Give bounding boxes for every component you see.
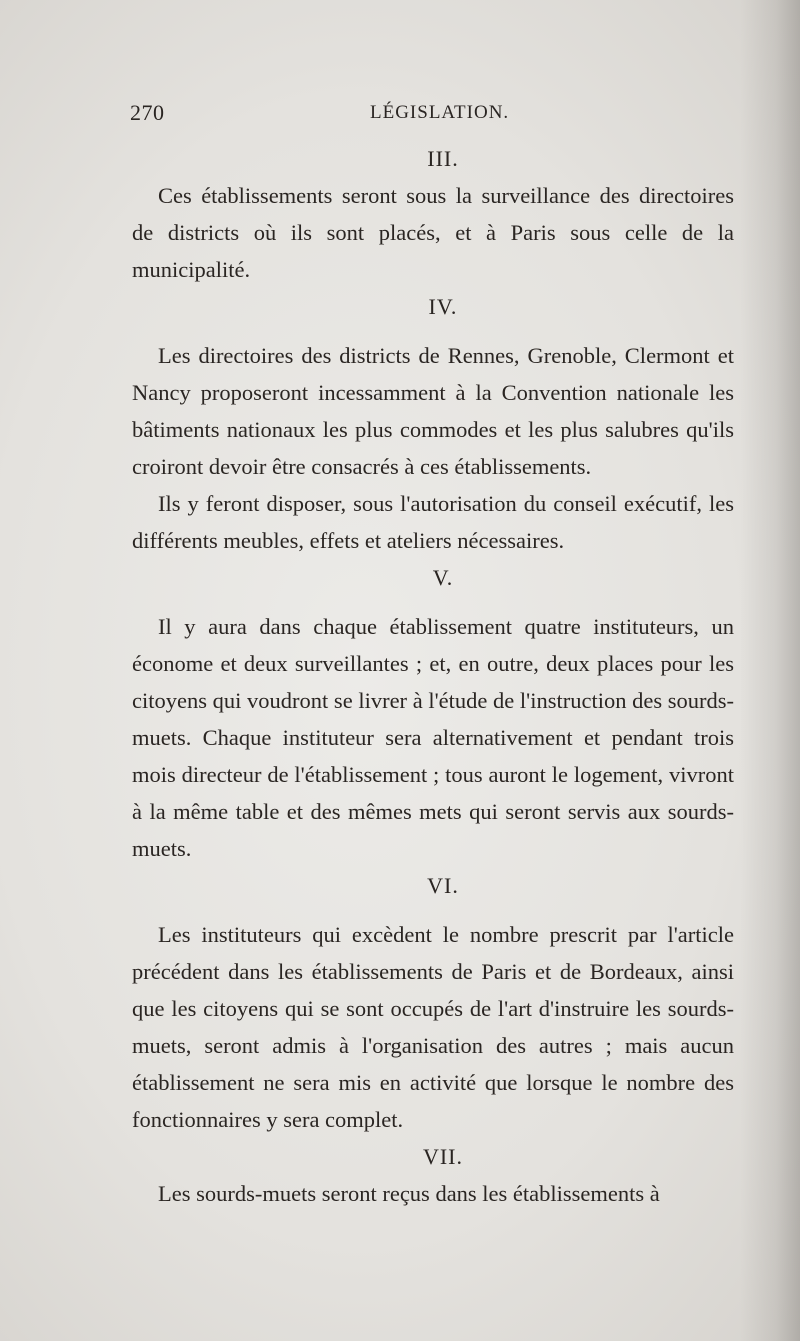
running-title: LÉGISLATION.: [370, 102, 510, 123]
spine-shadow: [740, 0, 800, 1341]
section-number: VI.: [427, 873, 459, 898]
section-vii: [132, 1138, 734, 1212]
paragraph: Les directoires des districts de Rennes, Grenoble, Clermont et Nancy proposeront incessamment à la Convention nationale les bâtiments nationaux les plus commodes et les plus salubres qu'ils croiront devoir être consacrés à ces établissements.: [132, 343, 734, 479]
page-number: 270: [130, 100, 165, 125]
section-vi: [132, 867, 734, 1138]
paragraph: Les sourds-muets seront reçus dans les établissements à: [158, 1181, 660, 1206]
section-number: VII.: [422, 1144, 464, 1169]
paragraph: Ces établissements seront sous la surveillance des directoires de districts où ils sont placés, et à Paris sous celle de la municipalité.: [132, 183, 734, 282]
paragraph: Ils y feront disposer, sous l'autorisation du conseil exécutif, les différents meubles, effets et ateliers nécessaires.: [132, 491, 734, 553]
section-iv: [132, 288, 734, 559]
body-text: [132, 140, 734, 1212]
paragraph: Il y aura dans chaque établissement quatre instituteurs, un économe et deux surveillantes ; et, en outre, deux places pour les citoyens qui voudront se livrer à l'étude de l'instruction des sourds-muets. Chaque instituteur sera alternativement et pendant trois mois directeur de l'établissement ; tous auront le logement, vivront à la même table et des mêmes mets qui seront servis aux sourds-muets.: [132, 614, 734, 861]
page-header: [130, 100, 730, 130]
section-number: III.: [427, 146, 459, 171]
section-number: IV.: [428, 294, 458, 319]
section-iii: [132, 140, 734, 288]
section-number: V.: [432, 565, 454, 590]
paragraph: Les instituteurs qui excèdent le nombre prescrit par l'article précédent dans les établissements de Paris et de Bordeaux, ainsi que les citoyens qui se sont occupés de l'art d'instruire les sourds-muets, seront admis à l'organisation des autres ; mais aucun établissement ne sera mis en activité que lorsque le nombre des fonctionnaires y sera complet.: [132, 922, 734, 1132]
section-v: [132, 559, 734, 867]
